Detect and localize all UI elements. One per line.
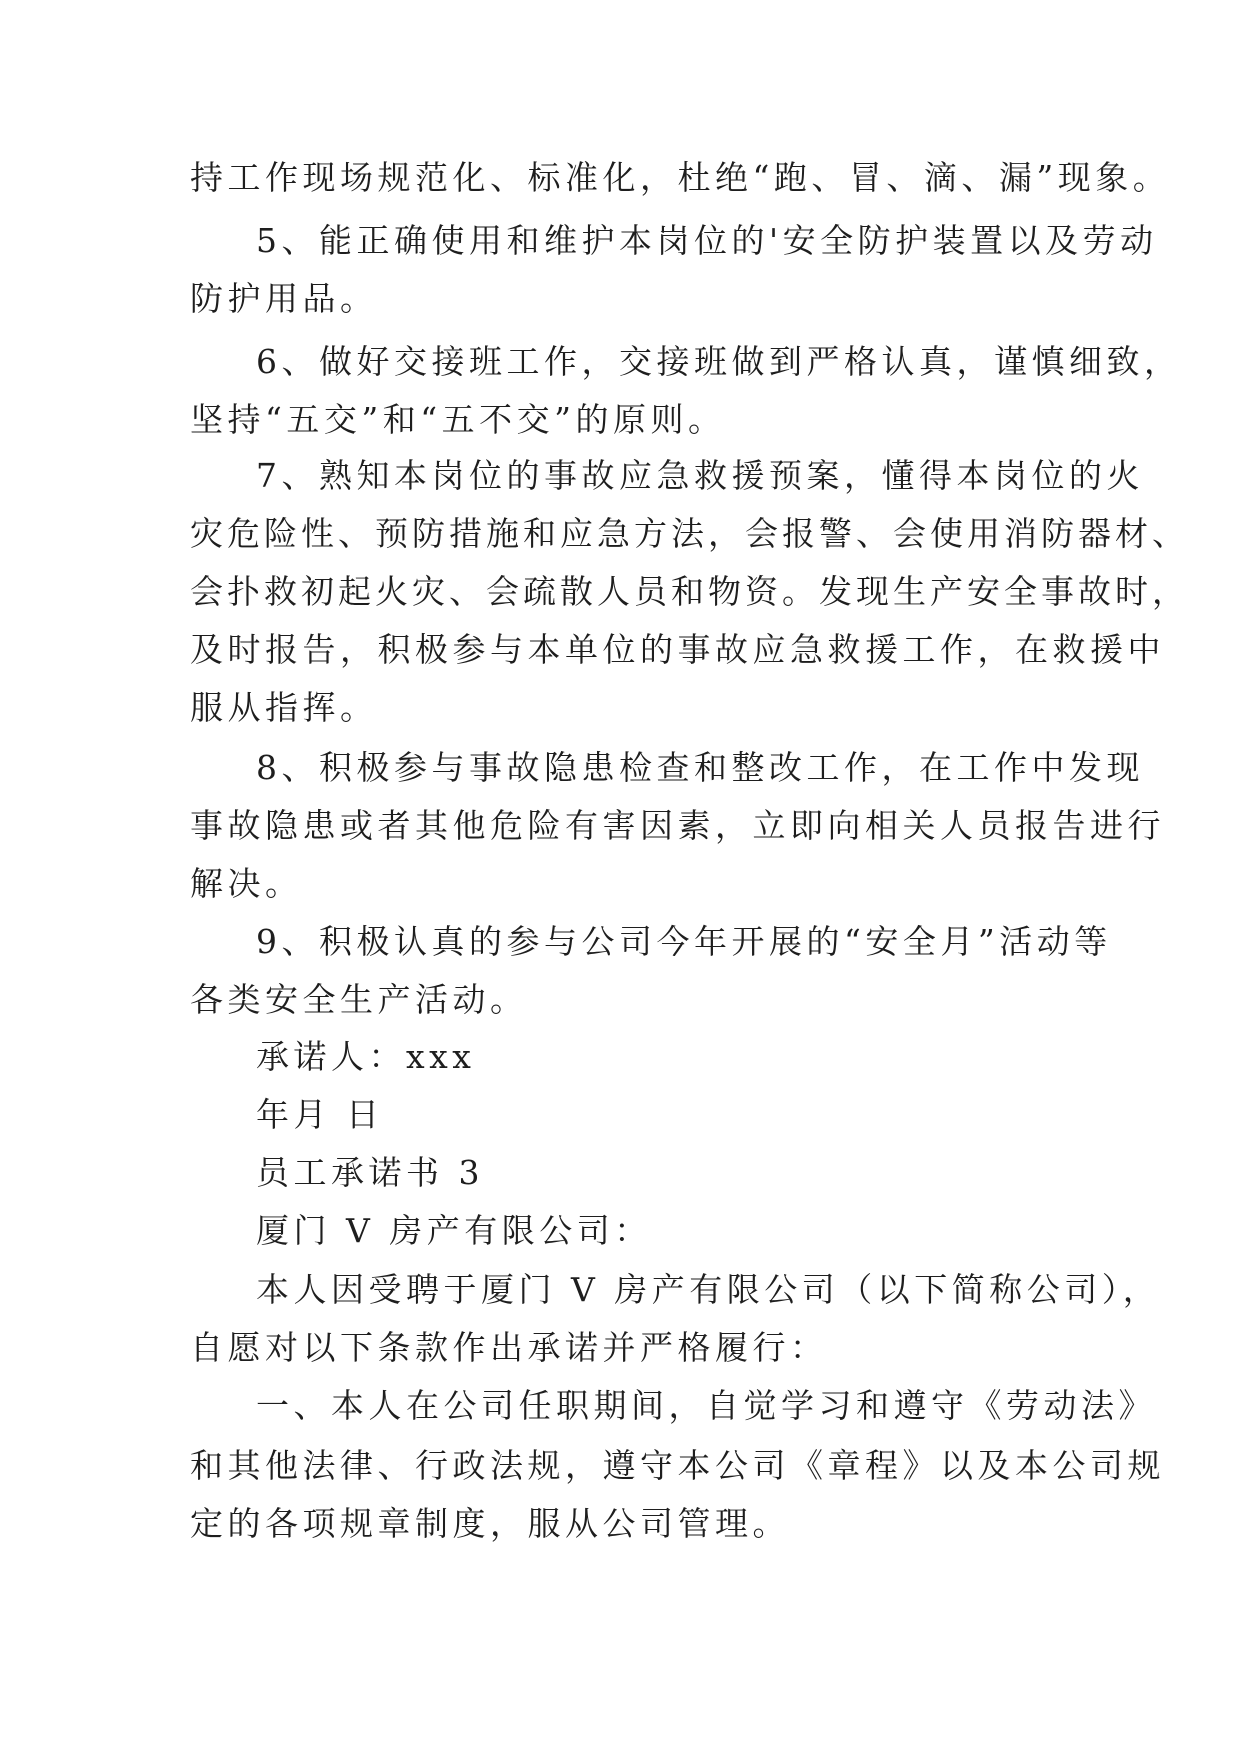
text-line: 持工作现场规范化、标准化，杜绝“跑、冒、滴、漏”现象。	[190, 158, 1171, 197]
date-line: 年月 日	[256, 1095, 384, 1134]
text-line: 解决。	[190, 864, 303, 903]
text-line: 防护用品。	[190, 279, 378, 318]
text-line: 服从指挥。	[190, 688, 378, 727]
signatory-line: 承诺人：xxx	[256, 1037, 476, 1076]
text-line: 自愿对以下条款作出承诺并严格履行：	[190, 1328, 828, 1367]
text-line: 一、本人在公司任职期间，自觉学习和遵守《劳动法》	[256, 1386, 1156, 1425]
text-line: 各类安全生产活动。	[190, 980, 528, 1019]
text-line: 5、能正确使用和维护本岗位的'安全防护装置以及劳动	[256, 221, 1158, 260]
addressee-line: 厦门 V 房产有限公司：	[256, 1211, 652, 1250]
text-line: 灾危险性、预防措施和应急方法，会报警、会使用消防器材、	[190, 514, 1189, 553]
text-line: 定的各项规章制度，服从公司管理。	[190, 1504, 790, 1543]
text-line: 6、做好交接班工作，交接班做到严格认真，谨慎细致，	[256, 342, 1182, 381]
text-line: 及时报告，积极参与本单位的事故应急救援工作，在救援中	[190, 630, 1165, 669]
text-line: 和其他法律、行政法规，遵守本公司《章程》以及本公司规	[190, 1446, 1165, 1485]
text-line: 坚持“五交”和“五不交”的原则。	[190, 400, 726, 439]
text-line: 事故隐患或者其他危险有害因素，立即向相关人员报告进行	[190, 806, 1165, 845]
text-line: 8、积极参与事故隐患检查和整改工作，在工作中发现	[256, 748, 1144, 787]
text-line: 会扑救初起火灾、会疏散人员和物资。发现生产安全事故时，	[190, 572, 1189, 611]
text-line: 本人因受聘于厦门 V 房产有限公司（以下简称公司），	[256, 1270, 1161, 1309]
text-line: 9、积极认真的参与公司今年开展的“安全月”活动等	[256, 922, 1112, 961]
text-line: 7、熟知本岗位的事故应急救援预案，懂得本岗位的火	[256, 456, 1144, 495]
section-title: 员工承诺书 3	[256, 1153, 484, 1192]
